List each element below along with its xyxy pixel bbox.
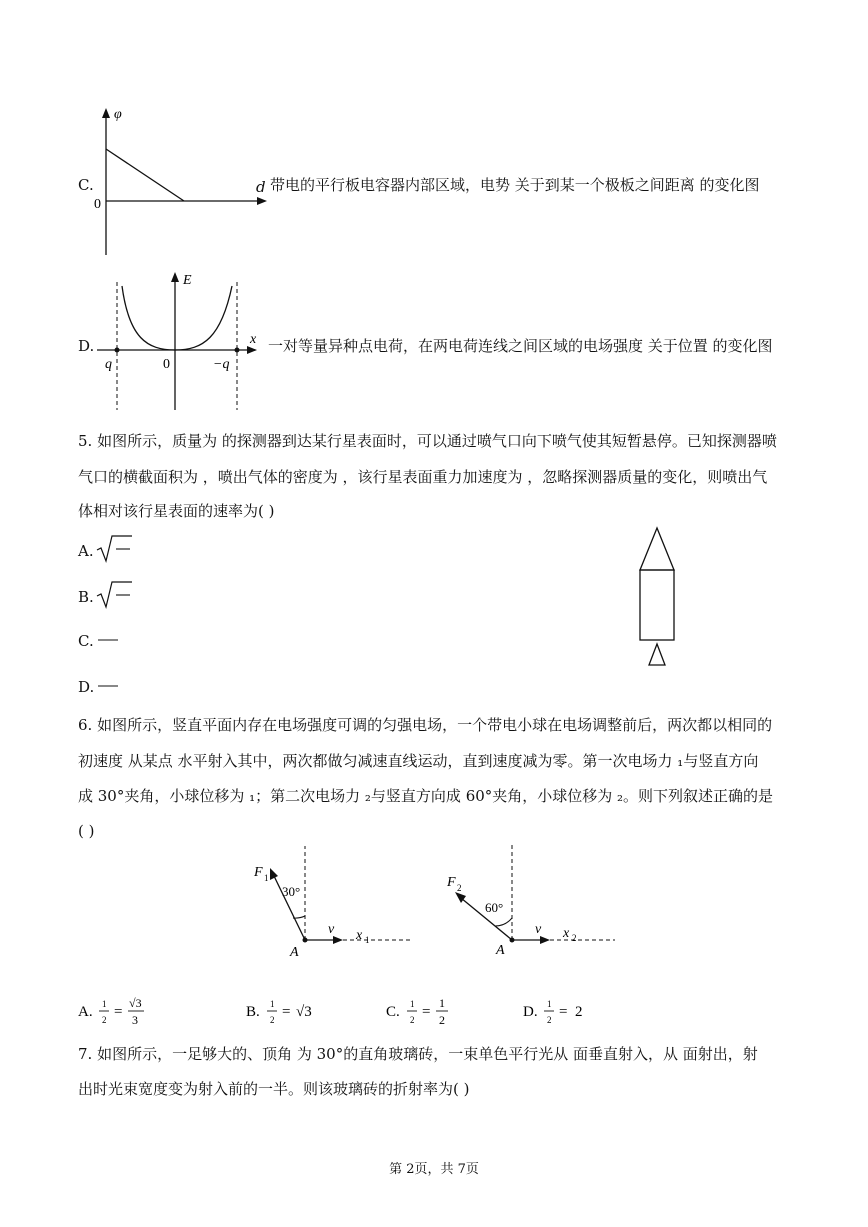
velocity-label: v xyxy=(535,922,542,937)
x-axis-label: x xyxy=(250,332,257,347)
rhs-denominator: 2 xyxy=(439,1013,445,1027)
q6-text-line-4: ( ) xyxy=(78,822,95,840)
rhs-value: 2 xyxy=(575,1004,583,1020)
fraction-numerator: 1 xyxy=(547,999,552,1009)
equals-sign: = xyxy=(114,1004,123,1020)
e-axis-label: E xyxy=(183,273,192,288)
equals-sign: = xyxy=(282,1004,291,1020)
equals-sign: = xyxy=(559,1004,568,1020)
q5-text-line-2: 气口的横截面积为 ，喷出气体的密度为 ，该行星表面重力加速度为 ，忽略探测器质量的变化，则喷出气 xyxy=(78,468,768,486)
q6-option-a[interactable] xyxy=(76,994,176,1030)
displacement-label: x xyxy=(356,928,363,943)
left-charge-label: q xyxy=(105,357,112,372)
q5-option-c[interactable]: C. xyxy=(78,632,94,650)
point-label: A xyxy=(290,945,299,960)
sqrt-symbol xyxy=(96,579,136,611)
fraction-bar xyxy=(96,630,120,650)
option-label: A. xyxy=(78,1004,93,1020)
equals-sign: = xyxy=(422,1004,431,1020)
q7-text-line-2: 出时光束宽度变为射入前的一半。则该玻璃砖的折射率为( ) xyxy=(78,1080,470,1098)
q5-text-line-3: 体相对该行星表面的速率为( ) xyxy=(78,502,275,520)
force-subscript: 2 xyxy=(457,883,462,893)
displacement-subscript: 1 xyxy=(365,935,370,945)
q5-option-a[interactable]: A. xyxy=(78,542,94,560)
option-c-text: 带电的平行板电容器内部区域，电势 关于到某一个极板之间距离 的变化图 xyxy=(270,176,760,194)
displacement-label: x xyxy=(563,926,570,941)
phi-axis-label: φ xyxy=(114,107,122,122)
option-label: D. xyxy=(523,1004,538,1020)
q6-text-line-1: 6. 如图所示，竖直平面内存在电场强度可调的匀强电场，一个带电小球在电场调整前后，两次都以相同的 xyxy=(78,716,773,734)
force-subscript: 1 xyxy=(264,873,269,883)
rhs-numerator: √3 xyxy=(129,996,142,1010)
fraction-numerator: 1 xyxy=(410,999,415,1009)
fraction-numerator: 1 xyxy=(270,999,275,1009)
option-label: B. xyxy=(246,1004,260,1020)
rhs-value: √3 xyxy=(296,1004,312,1020)
option-label: C. xyxy=(386,1004,400,1020)
angle-label: 60° xyxy=(485,900,504,915)
origin-label: 0 xyxy=(163,357,170,372)
point-label: A xyxy=(496,943,505,958)
force-label: F xyxy=(254,865,263,880)
rhs-numerator: 1 xyxy=(439,996,445,1010)
right-charge-label: −q xyxy=(213,357,230,372)
page-footer: 第 2页，共 7页 xyxy=(389,1162,479,1177)
rhs-denominator: 3 xyxy=(132,1013,138,1027)
option-d-label: D. xyxy=(78,337,95,355)
field-strength-graph xyxy=(95,268,270,413)
q5-text-line-1: 5. 如图所示，质量为 的探测器到达某行星表面时，可以通过喷气口向下喷气使其短暂悬停。已知探测器喷 xyxy=(78,432,777,450)
q7-text-line-1: 7. 如图所示，一足够大的、顶角 为 30°的直角玻璃砖，一束单色平行光从 面垂直射入，从 面射出，射 xyxy=(78,1045,758,1063)
q6-option-c[interactable] xyxy=(384,994,484,1030)
d-axis-label: d xyxy=(256,178,266,196)
fraction-bar xyxy=(96,676,120,696)
option-c-label: C. xyxy=(78,176,94,194)
angle-label: 30° xyxy=(282,884,301,899)
q6-text-line-3: 成 30°夹角，小球位移为 ₁；第二次电场力 ₂与竖直方向成 60°夹角，小球位移为 ₂。则下列叙述正确的是 xyxy=(78,787,774,805)
force-diagram-1 xyxy=(240,840,420,965)
fraction-denominator: 2 xyxy=(410,1015,415,1025)
q6-option-d[interactable] xyxy=(521,994,621,1030)
fraction-denominator: 2 xyxy=(102,1015,107,1025)
force-diagram-2 xyxy=(445,840,625,965)
q5-option-d[interactable]: D. xyxy=(78,678,95,696)
velocity-label: v xyxy=(328,922,335,937)
sqrt-symbol xyxy=(96,533,136,565)
q5-option-b[interactable]: B. xyxy=(78,588,94,606)
force-label: F xyxy=(447,875,456,890)
origin-label: 0 xyxy=(94,197,101,212)
fraction-denominator: 2 xyxy=(547,1015,552,1025)
displacement-subscript: 2 xyxy=(572,933,577,943)
option-d-text: 一对等量异种点电荷，在两电荷连线之间区域的电场强度 关于位置 的变化图 xyxy=(268,337,773,355)
fraction-denominator: 2 xyxy=(270,1015,275,1025)
q6-text-line-2: 初速度 从某点 水平射入其中，两次都做匀减速直线运动，直到速度减为零。第一次电场力 ₁与竖直方向 xyxy=(78,752,759,770)
potential-graph xyxy=(90,100,270,260)
q6-option-b[interactable] xyxy=(244,994,344,1030)
fraction-numerator: 1 xyxy=(102,999,107,1009)
detector-rocket-figure xyxy=(630,522,690,672)
